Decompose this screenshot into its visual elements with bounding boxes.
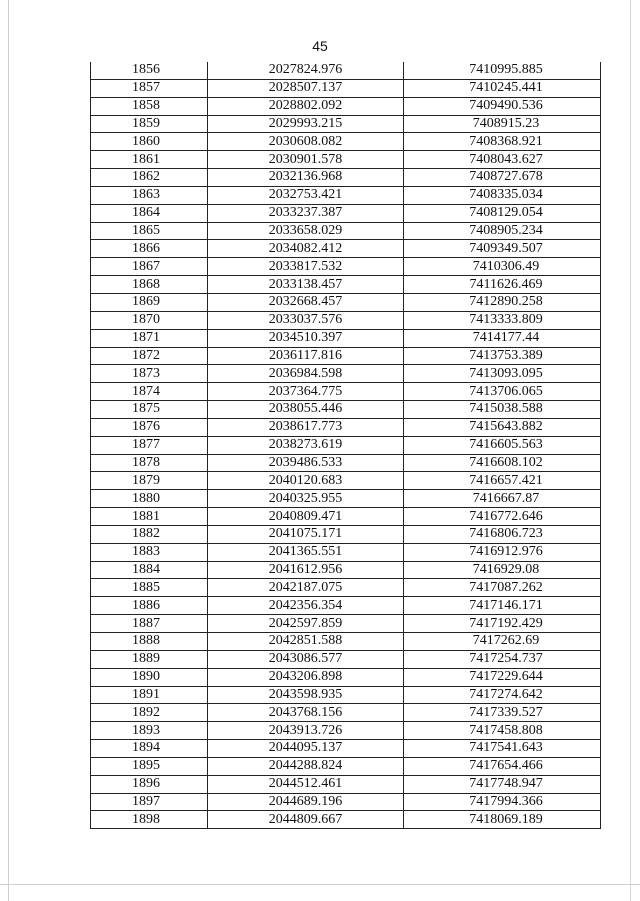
y-coordinate-cell: 7415643.882 bbox=[404, 418, 601, 436]
table-row bbox=[91, 311, 601, 329]
point-number-cell: 1882 bbox=[91, 525, 208, 543]
y-coordinate-cell: 7416806.723 bbox=[404, 525, 601, 543]
table-row bbox=[91, 740, 601, 758]
table-row bbox=[91, 62, 601, 79]
x-coordinate-cell: 2038273.619 bbox=[208, 436, 404, 454]
table-row bbox=[91, 490, 601, 508]
x-coordinate-cell: 2044288.824 bbox=[208, 757, 404, 775]
y-coordinate-cell: 7416772.646 bbox=[404, 508, 601, 526]
y-coordinate-cell: 7416605.563 bbox=[404, 436, 601, 454]
point-number-cell: 1873 bbox=[91, 365, 208, 383]
y-coordinate-cell: 7408727.678 bbox=[404, 169, 601, 187]
x-coordinate-cell: 2034510.397 bbox=[208, 329, 404, 347]
x-coordinate-cell: 2032753.421 bbox=[208, 186, 404, 204]
table-row bbox=[91, 454, 601, 472]
table-row bbox=[91, 329, 601, 347]
table-row bbox=[91, 169, 601, 187]
table-row bbox=[91, 597, 601, 615]
x-coordinate-cell: 2038617.773 bbox=[208, 418, 404, 436]
table-row bbox=[91, 472, 601, 490]
x-coordinate-cell: 2041365.551 bbox=[208, 543, 404, 561]
table-row bbox=[91, 436, 601, 454]
x-coordinate-cell: 2042597.859 bbox=[208, 615, 404, 633]
table-row bbox=[91, 133, 601, 151]
y-coordinate-cell: 7417339.527 bbox=[404, 704, 601, 722]
y-coordinate-cell: 7417541.643 bbox=[404, 740, 601, 758]
y-coordinate-cell: 7417458.808 bbox=[404, 722, 601, 740]
x-coordinate-cell: 2044809.667 bbox=[208, 811, 404, 829]
point-number-cell: 1862 bbox=[91, 169, 208, 187]
page-number: 45 bbox=[312, 38, 328, 54]
x-coordinate-cell: 2036984.598 bbox=[208, 365, 404, 383]
y-coordinate-cell: 7413093.095 bbox=[404, 365, 601, 383]
point-number-cell: 1872 bbox=[91, 347, 208, 365]
y-coordinate-cell: 7417274.642 bbox=[404, 686, 601, 704]
y-coordinate-cell: 7417254.737 bbox=[404, 650, 601, 668]
x-coordinate-cell: 2044095.137 bbox=[208, 740, 404, 758]
y-coordinate-cell: 7410995.885 bbox=[404, 62, 601, 79]
table-row bbox=[91, 668, 601, 686]
x-coordinate-cell: 2038055.446 bbox=[208, 401, 404, 419]
point-number-cell: 1880 bbox=[91, 490, 208, 508]
y-coordinate-cell: 7411626.469 bbox=[404, 276, 601, 294]
y-coordinate-cell: 7408043.627 bbox=[404, 151, 601, 169]
x-coordinate-cell: 2043913.726 bbox=[208, 722, 404, 740]
point-number-cell: 1870 bbox=[91, 311, 208, 329]
point-number-cell: 1889 bbox=[91, 650, 208, 668]
x-coordinate-cell: 2033817.532 bbox=[208, 258, 404, 276]
point-number-cell: 1869 bbox=[91, 293, 208, 311]
y-coordinate-cell: 7416667.87 bbox=[404, 490, 601, 508]
table-row bbox=[91, 704, 601, 722]
x-coordinate-cell: 2027824.976 bbox=[208, 62, 404, 79]
table-row bbox=[91, 347, 601, 365]
table-row bbox=[91, 79, 601, 97]
point-number-cell: 1874 bbox=[91, 383, 208, 401]
point-number-cell: 1881 bbox=[91, 508, 208, 526]
point-number-cell: 1884 bbox=[91, 561, 208, 579]
y-coordinate-cell: 7414177.44 bbox=[404, 329, 601, 347]
point-number-cell: 1864 bbox=[91, 204, 208, 222]
x-coordinate-cell: 2043086.577 bbox=[208, 650, 404, 668]
table-row bbox=[91, 276, 601, 294]
x-coordinate-cell: 2043598.935 bbox=[208, 686, 404, 704]
point-number-cell: 1898 bbox=[91, 811, 208, 829]
y-coordinate-cell: 7409349.507 bbox=[404, 240, 601, 258]
table-row bbox=[91, 633, 601, 651]
table-row bbox=[91, 240, 601, 258]
point-number-cell: 1861 bbox=[91, 151, 208, 169]
x-coordinate-cell: 2030608.082 bbox=[208, 133, 404, 151]
x-coordinate-cell: 2036117.816 bbox=[208, 347, 404, 365]
point-number-cell: 1892 bbox=[91, 704, 208, 722]
table-row bbox=[91, 151, 601, 169]
table-row bbox=[91, 775, 601, 793]
x-coordinate-cell: 2033037.576 bbox=[208, 311, 404, 329]
table-row bbox=[91, 615, 601, 633]
y-coordinate-cell: 7417146.171 bbox=[404, 597, 601, 615]
point-number-cell: 1867 bbox=[91, 258, 208, 276]
table-row bbox=[91, 365, 601, 383]
y-coordinate-cell: 7413333.809 bbox=[404, 311, 601, 329]
x-coordinate-cell: 2042851.588 bbox=[208, 633, 404, 651]
x-coordinate-cell: 2029993.215 bbox=[208, 115, 404, 133]
table-row bbox=[91, 401, 601, 419]
point-number-cell: 1887 bbox=[91, 615, 208, 633]
x-coordinate-cell: 2032668.457 bbox=[208, 293, 404, 311]
x-coordinate-cell: 2040120.683 bbox=[208, 472, 404, 490]
y-coordinate-cell: 7408915.23 bbox=[404, 115, 601, 133]
y-coordinate-cell: 7409490.536 bbox=[404, 97, 601, 115]
point-number-cell: 1866 bbox=[91, 240, 208, 258]
x-coordinate-cell: 2034082.412 bbox=[208, 240, 404, 258]
y-coordinate-cell: 7408368.921 bbox=[404, 133, 601, 151]
point-number-cell: 1888 bbox=[91, 633, 208, 651]
point-number-cell: 1860 bbox=[91, 133, 208, 151]
point-number-cell: 1865 bbox=[91, 222, 208, 240]
y-coordinate-cell: 7416608.102 bbox=[404, 454, 601, 472]
x-coordinate-cell: 2040325.955 bbox=[208, 490, 404, 508]
point-number-cell: 1897 bbox=[91, 793, 208, 811]
y-coordinate-cell: 7408335.034 bbox=[404, 186, 601, 204]
table-row bbox=[91, 793, 601, 811]
table-row bbox=[91, 811, 601, 829]
table-row bbox=[91, 97, 601, 115]
x-coordinate-cell: 2041075.171 bbox=[208, 525, 404, 543]
table-row bbox=[91, 508, 601, 526]
point-number-cell: 1868 bbox=[91, 276, 208, 294]
x-coordinate-cell: 2040809.471 bbox=[208, 508, 404, 526]
table-row bbox=[91, 383, 601, 401]
table-row bbox=[91, 418, 601, 436]
y-coordinate-cell: 7413753.389 bbox=[404, 347, 601, 365]
y-coordinate-cell: 7408129.054 bbox=[404, 204, 601, 222]
point-number-cell: 1890 bbox=[91, 668, 208, 686]
x-coordinate-cell: 2044689.196 bbox=[208, 793, 404, 811]
scan-bottom-edge bbox=[0, 884, 640, 885]
table-row bbox=[91, 204, 601, 222]
point-number-cell: 1879 bbox=[91, 472, 208, 490]
y-coordinate-cell: 7418069.189 bbox=[404, 811, 601, 829]
x-coordinate-cell: 2028802.092 bbox=[208, 97, 404, 115]
x-coordinate-cell: 2044512.461 bbox=[208, 775, 404, 793]
table-row bbox=[91, 722, 601, 740]
point-number-cell: 1876 bbox=[91, 418, 208, 436]
point-number-cell: 1877 bbox=[91, 436, 208, 454]
table-row bbox=[91, 186, 601, 204]
y-coordinate-cell: 7416929.08 bbox=[404, 561, 601, 579]
y-coordinate-cell: 7417087.262 bbox=[404, 579, 601, 597]
point-number-cell: 1878 bbox=[91, 454, 208, 472]
x-coordinate-cell: 2042187.075 bbox=[208, 579, 404, 597]
y-coordinate-cell: 7416912.976 bbox=[404, 543, 601, 561]
y-coordinate-cell: 7416657.421 bbox=[404, 472, 601, 490]
y-coordinate-cell: 7415038.588 bbox=[404, 401, 601, 419]
x-coordinate-cell: 2033237.387 bbox=[208, 204, 404, 222]
point-number-cell: 1856 bbox=[91, 62, 208, 79]
table-row bbox=[91, 293, 601, 311]
y-coordinate-cell: 7417994.366 bbox=[404, 793, 601, 811]
y-coordinate-cell: 7408905.234 bbox=[404, 222, 601, 240]
point-number-cell: 1863 bbox=[91, 186, 208, 204]
x-coordinate-cell: 2033138.457 bbox=[208, 276, 404, 294]
table-row bbox=[91, 686, 601, 704]
x-coordinate-cell: 2043206.898 bbox=[208, 668, 404, 686]
y-coordinate-cell: 7417192.429 bbox=[404, 615, 601, 633]
scan-right-edge bbox=[630, 0, 631, 901]
table-row bbox=[91, 222, 601, 240]
table-row bbox=[91, 258, 601, 276]
point-number-cell: 1857 bbox=[91, 79, 208, 97]
point-number-cell: 1896 bbox=[91, 775, 208, 793]
point-number-cell: 1875 bbox=[91, 401, 208, 419]
point-number-cell: 1871 bbox=[91, 329, 208, 347]
scan-left-edge bbox=[8, 0, 9, 901]
point-number-cell: 1893 bbox=[91, 722, 208, 740]
coordinate-table-body bbox=[91, 62, 601, 829]
x-coordinate-cell: 2033658.029 bbox=[208, 222, 404, 240]
table-row bbox=[91, 525, 601, 543]
x-coordinate-cell: 2039486.533 bbox=[208, 454, 404, 472]
point-number-cell: 1883 bbox=[91, 543, 208, 561]
table-row bbox=[91, 650, 601, 668]
point-number-cell: 1885 bbox=[91, 579, 208, 597]
x-coordinate-cell: 2043768.156 bbox=[208, 704, 404, 722]
table-row bbox=[91, 579, 601, 597]
point-number-cell: 1886 bbox=[91, 597, 208, 615]
x-coordinate-cell: 2041612.956 bbox=[208, 561, 404, 579]
point-number-cell: 1895 bbox=[91, 757, 208, 775]
table-row bbox=[91, 561, 601, 579]
x-coordinate-cell: 2028507.137 bbox=[208, 79, 404, 97]
x-coordinate-cell: 2042356.354 bbox=[208, 597, 404, 615]
y-coordinate-cell: 7410306.49 bbox=[404, 258, 601, 276]
y-coordinate-cell: 7412890.258 bbox=[404, 293, 601, 311]
y-coordinate-cell: 7413706.065 bbox=[404, 383, 601, 401]
point-number-cell: 1894 bbox=[91, 740, 208, 758]
point-number-cell: 1858 bbox=[91, 97, 208, 115]
x-coordinate-cell: 2030901.578 bbox=[208, 151, 404, 169]
point-number-cell: 1891 bbox=[91, 686, 208, 704]
y-coordinate-cell: 7417229.644 bbox=[404, 668, 601, 686]
y-coordinate-cell: 7417654.466 bbox=[404, 757, 601, 775]
x-coordinate-cell: 2037364.775 bbox=[208, 383, 404, 401]
table-row bbox=[91, 543, 601, 561]
y-coordinate-cell: 7417262.69 bbox=[404, 633, 601, 651]
coordinate-table bbox=[90, 62, 601, 829]
y-coordinate-cell: 7417748.947 bbox=[404, 775, 601, 793]
point-number-cell: 1859 bbox=[91, 115, 208, 133]
table-row bbox=[91, 757, 601, 775]
y-coordinate-cell: 7410245.441 bbox=[404, 79, 601, 97]
table-row bbox=[91, 115, 601, 133]
x-coordinate-cell: 2032136.968 bbox=[208, 169, 404, 187]
